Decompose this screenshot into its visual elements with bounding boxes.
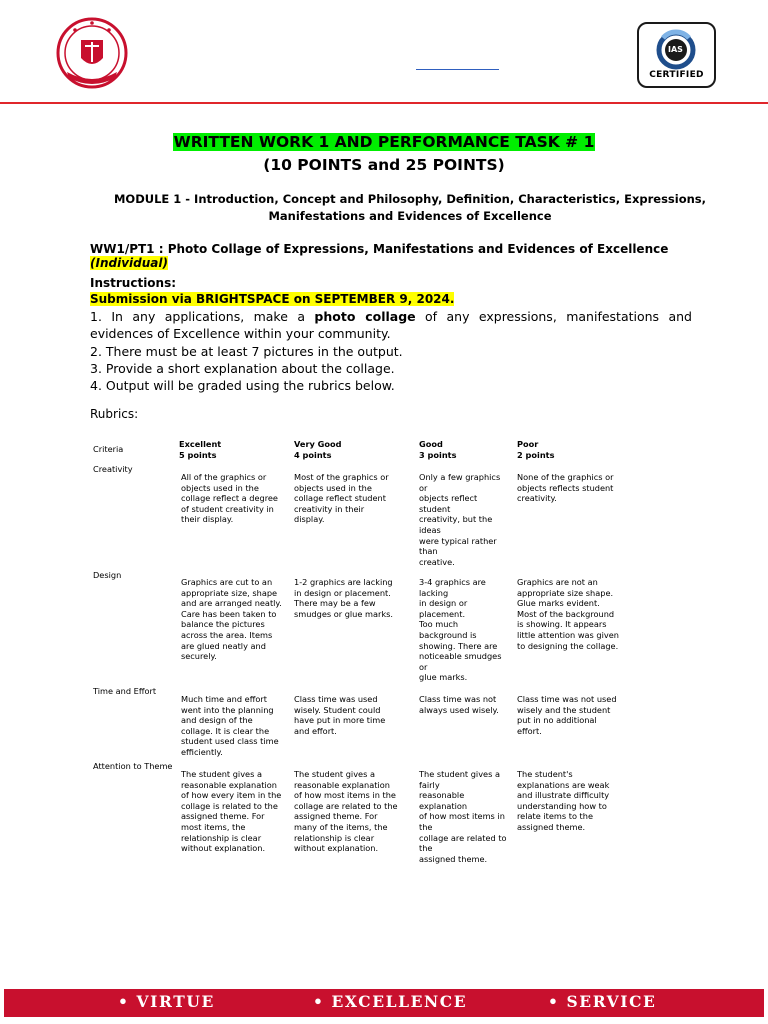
header-divider	[0, 102, 768, 104]
criterion-label: Creativity	[93, 464, 133, 474]
cert-label: CERTIFIED	[649, 70, 704, 80]
page-subtitle: (10 POINTS and 25 POINTS)	[263, 156, 505, 174]
header-link-underline	[416, 69, 499, 70]
school-seal-logo	[55, 16, 129, 90]
rubric-cell: 3-4 graphics are lacking in design or placement. Too much background is showing. There are noticeable smudges or glue marks.	[419, 577, 502, 683]
level-header: Very Good 4 points	[294, 439, 342, 460]
rubric-cell: Most of the graphics or objects used in the collage reflect student creativity in their display.	[294, 472, 389, 525]
criterion-label: Attention to Theme	[93, 761, 173, 771]
criterion-label: Design	[93, 570, 122, 580]
ias-certified-badge	[637, 22, 716, 88]
instruction-item: 2. There must be at least 7 pictures in the output.	[90, 343, 403, 359]
instructions-list	[90, 308, 692, 394]
rubric-cell: The student gives a reasonable explanation of how most items in the collage are related to the assigned theme. For many of the items, the relationship is clear without explanation.	[294, 769, 398, 854]
module-heading: MODULE 1 - Introduction, Concept and Philosophy, Definition, Characteristics, Expressions, Manifestations and Evidences of Excellence	[113, 192, 706, 223]
rubric-cell: 1-2 graphics are lacking in design or placement. There may be a few smudges or glue marks.	[294, 577, 393, 619]
page-title: WRITTEN WORK 1 AND PERFORMANCE TASK # 1	[173, 133, 595, 151]
footer-banner	[4, 989, 764, 1017]
level-header: Excellent 5 points	[179, 439, 222, 460]
rubric-cell: The student's explanations are weak and illustrate difficulty understanding how to relate items to the assigned theme.	[517, 769, 610, 832]
criterion-label: Time and Effort	[93, 686, 157, 696]
instruction-item: 1. In any applications, make a photo collage of any expressions, manifestations and evidences of Excellence within your community.	[90, 309, 692, 342]
rubric-cell: None of the graphics or objects reflects student creativity.	[517, 472, 614, 504]
rubric-cell: The student gives a reasonable explanation of how every item in the collage is related to the assigned theme. For most items, the relationship is clear without explanation.	[181, 769, 282, 854]
rubric-cell: The student gives a fairly reasonable explanation of how most items in the collage are related to the assigned theme.	[419, 769, 507, 864]
rubric-cell: Much time and effort went into the planning and design of the collage. It is clear the student used class time efficiently.	[181, 694, 279, 757]
rubric-cell: Graphics are not an appropriate size shape. Glue marks evident. Most of the background is showing. It appears little attention was given to designing the collage.	[517, 577, 619, 651]
rubric-cell: Class time was not always used wisely.	[419, 694, 499, 715]
rubric-cell: Graphics are cut to an appropriate size, shape and are arranged neatly. Care has been taken to balance the pictures across the area. Items are glued neatly and securely.	[181, 577, 282, 662]
task-tag: (Individual)	[90, 256, 168, 270]
level-header: Good 3 points	[419, 439, 457, 460]
rubric-cell: All of the graphics or objects used in the collage reflect a degree of student creativity in their display.	[181, 472, 278, 525]
footer-word-service: • SERVICE	[548, 992, 657, 1011]
rubric-cell: Class time was used wisely. Student could have put in more time and effort.	[294, 694, 386, 736]
task-title: WW1/PT1 : Photo Collage of Expressions, Manifestations and Evidences of Excellence (Individual)	[90, 242, 669, 270]
footer-word-excellence: • EXCELLENCE	[313, 992, 468, 1011]
cert-mark: IAS	[668, 45, 683, 54]
rubrics-heading: Rubrics:	[90, 407, 139, 421]
footer-word-virtue: • VIRTUE	[118, 992, 215, 1011]
level-header: Poor 2 points	[517, 439, 555, 460]
submission-note: Submission via BRIGHTSPACE on SEPTEMBER 9, 2024.	[90, 292, 455, 306]
instruction-item: 3. Provide a short explanation about the collage.	[90, 360, 395, 376]
criteria-header: Criteria	[93, 444, 124, 454]
rubric-cell: Only a few graphics or objects reflect student creativity, but the ideas were typical rather than creative.	[419, 472, 501, 567]
instruction-item: 4. Output will be graded using the rubrics below.	[90, 378, 395, 394]
rubric-cell: Class time was not used wisely and the student put in no additional effort.	[517, 694, 617, 736]
instructions-heading: Instructions:	[90, 276, 177, 290]
